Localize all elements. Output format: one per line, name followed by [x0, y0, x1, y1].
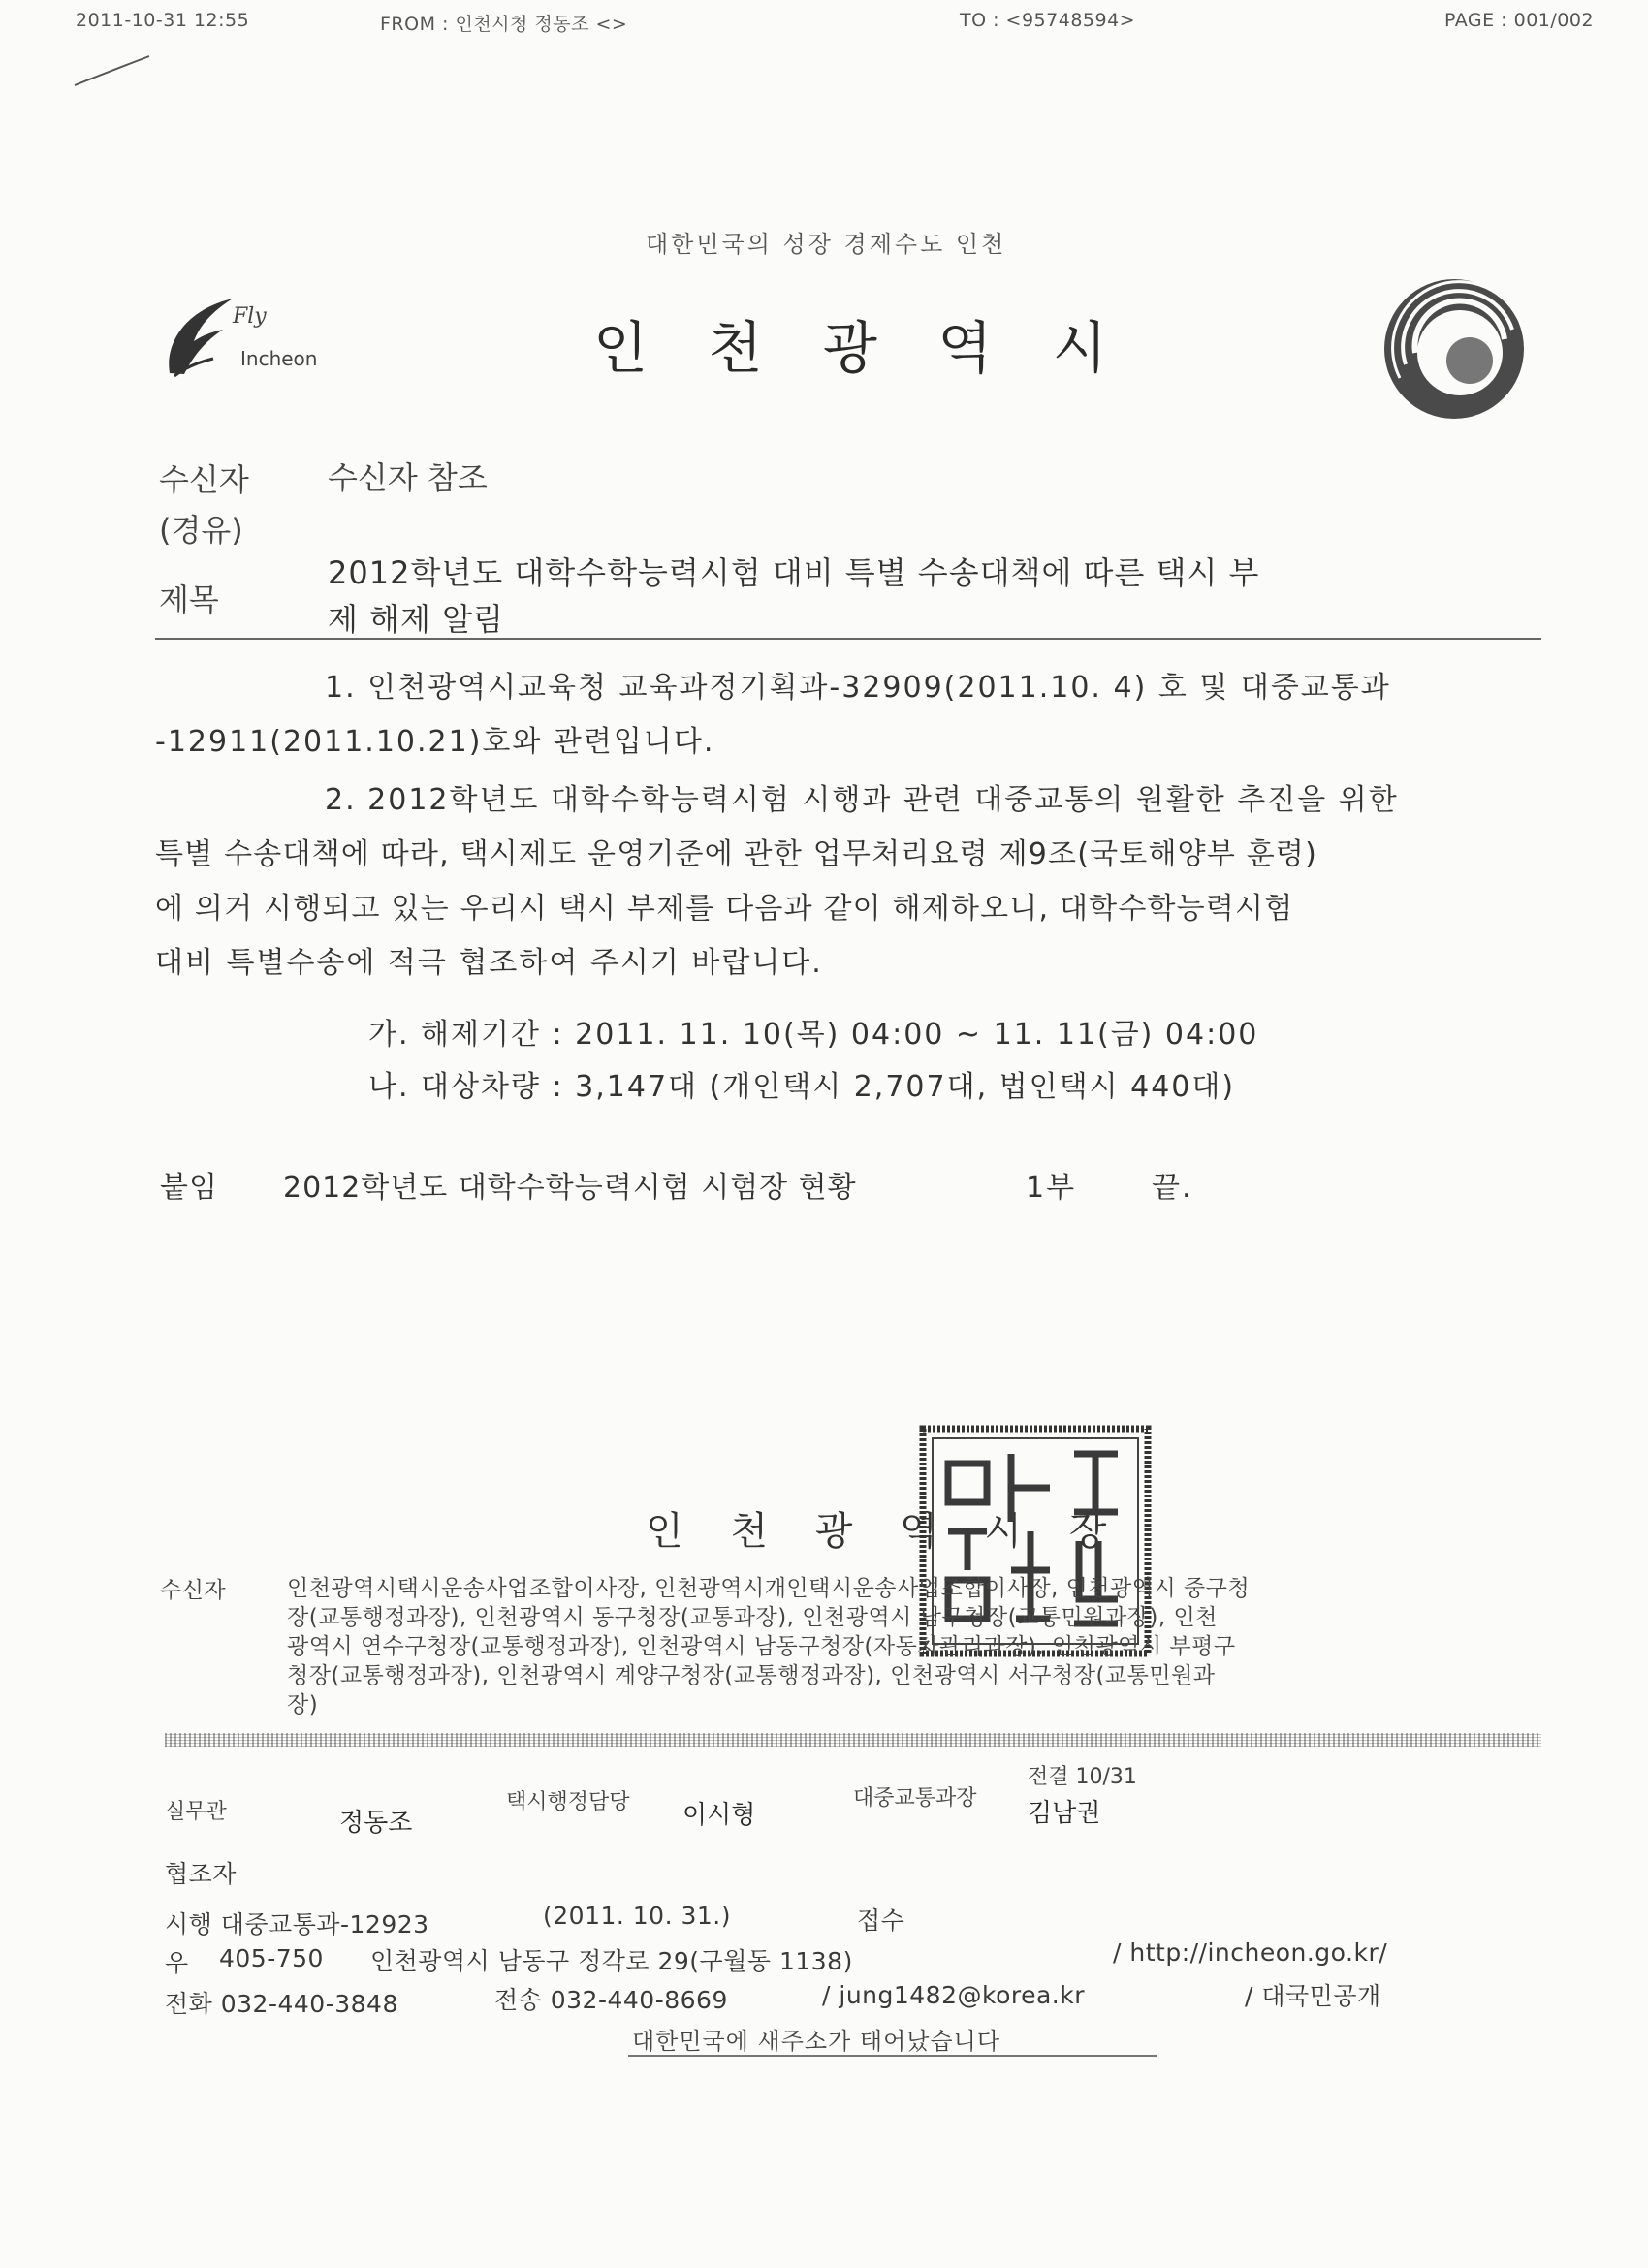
postal-label: 우 [165, 1949, 189, 1977]
subject-label: 제목 [159, 582, 219, 618]
fax-number: 전송 032-440-8669 [494, 1986, 728, 2014]
head-label: 대중교통과장 [853, 1786, 977, 1811]
attachment-count: 1부 [1026, 1171, 1077, 1205]
feather-icon [155, 291, 242, 383]
paragraph-2-line-1: 2. 2012학년도 대학수학능력시험 시행과 관련 대중교통의 원활한 추진을 위한 [325, 783, 1399, 817]
item-target-vehicles: 나. 대상차량 : 3,147대 (개인택시 2,707대, 법인택시 440대) [368, 1070, 1236, 1104]
enforcement-number: 시행 대중교통과-12923 [165, 1910, 429, 1938]
email-address: / jung1482@korea.kr [822, 1981, 1086, 2009]
incheon-emblem-icon [1377, 271, 1532, 426]
organization-title: 인 천 광 역 시 [593, 315, 1128, 381]
head-approval-note: 전결 10/31 [1028, 1765, 1137, 1789]
head-name: 김남권 [1028, 1799, 1101, 1828]
fly-incheon-logo [155, 291, 330, 388]
subject-line-2: 제 해제 알림 [328, 601, 504, 638]
disclosure-status: / 대국민공개 [1245, 1982, 1381, 2010]
postal-code: 405-750 [219, 1944, 324, 1972]
cooperator-label: 협조자 [165, 1860, 237, 1888]
paragraph-2-line-3: 에 의거 시행되고 있는 우리시 택시 부제를 다음과 같이 해제하오니, 대학수학능력시험 [155, 892, 1294, 926]
fax-to: TO : <95748594> [960, 10, 1136, 31]
pen-mark-decoration [70, 48, 157, 92]
attachment-text: 2012학년도 대학수학능력시험 시험장 현황 [283, 1171, 857, 1205]
city-slogan: 대한민국의 성장 경제수도 인천 [646, 231, 1007, 258]
item-release-period: 가. 해제기간 : 2011. 11. 10(목) 04:00 ~ 11. 11(금) 04:00 [368, 1018, 1259, 1052]
receipt-label: 접수 [857, 1906, 905, 1935]
fax-page: PAGE : 001/002 [1444, 10, 1595, 31]
enforcement-date: (2011. 10. 31.) [543, 1902, 731, 1930]
footer-slogan-underline [628, 2055, 1157, 2057]
staff-label: 실무관 [165, 1800, 227, 1824]
paragraph-1-line-1: 1. 인천광역시교육청 교육과정기획과-32909(2011.10. 4) 호 및 대중교통과 [325, 671, 1391, 705]
paragraph-2-line-4: 대비 특별수송에 적극 협조하여 주시기 바랍니다. [155, 946, 823, 980]
homepage-url: / http://incheon.go.kr/ [1113, 1938, 1388, 1967]
via-label: (경유) [159, 512, 243, 549]
recipients-line-5: 장) [287, 1692, 319, 1717]
attachment-label: 붙임 [160, 1171, 218, 1205]
officer-label: 택시행정담당 [506, 1790, 630, 1814]
phone-number: 전화 032-440-3848 [165, 1990, 398, 2018]
fax-from: FROM : 인천시청 정동조 <> [380, 14, 628, 35]
footer-slogan: 대한민국에 새주소가 태어났습니다 [632, 2028, 1001, 2055]
subject-divider [155, 638, 1541, 640]
paragraph-1-line-2: -12911(2011.10.21)호와 관련입니다. [155, 725, 715, 759]
fax-datetime: 2011-10-31 12:55 [76, 10, 250, 31]
officer-name: 이시형 [682, 1801, 756, 1830]
logo-script: Fly [233, 304, 267, 329]
dotted-divider [165, 1733, 1541, 1747]
logo-text: Incheon [240, 347, 318, 370]
recipient-value: 수신자 참조 [328, 459, 488, 496]
recipients-label: 수신자 [160, 1578, 227, 1603]
recipients-line-1: 인천광역시택시운송사업조합이사장, 인천광역시개인택시운송사업조합이사장, 인천광역시 중구청 [287, 1576, 1251, 1601]
recipient-label: 수신자 [159, 461, 249, 498]
recipients-line-2: 장(교통행정과장), 인천광역시 동구청장(교통과장), 인천광역시 남구청장(교통민원과장), 인천 [287, 1605, 1218, 1630]
paragraph-2-line-2: 특별 수송대책에 따라, 택시제도 운영기준에 관한 업무처리요령 제9조(국토해양부 훈령) [155, 837, 1318, 871]
staff-name: 정동조 [339, 1809, 413, 1838]
address: 인천광역시 남동구 정각로 29(구월동 1138) [370, 1947, 853, 1975]
subject-line-1: 2012학년도 대학수학능력시험 대비 특별 수송대책에 따른 택시 부 [328, 554, 1260, 591]
recipients-line-4: 청장(교통행정과장), 인천광역시 계양구청장(교통행정과장), 인천광역시 서구청장(교통민원과 [287, 1663, 1216, 1688]
attachment-end: 끝. [1152, 1171, 1193, 1205]
sender-name: 인 천 광 역 시 장 [646, 1509, 1125, 1554]
recipients-line-3: 광역시 연수구청장(교통행정과장), 인천광역시 남동구청장(자동차관리과장), 인천광역시 부평구 [287, 1634, 1236, 1659]
